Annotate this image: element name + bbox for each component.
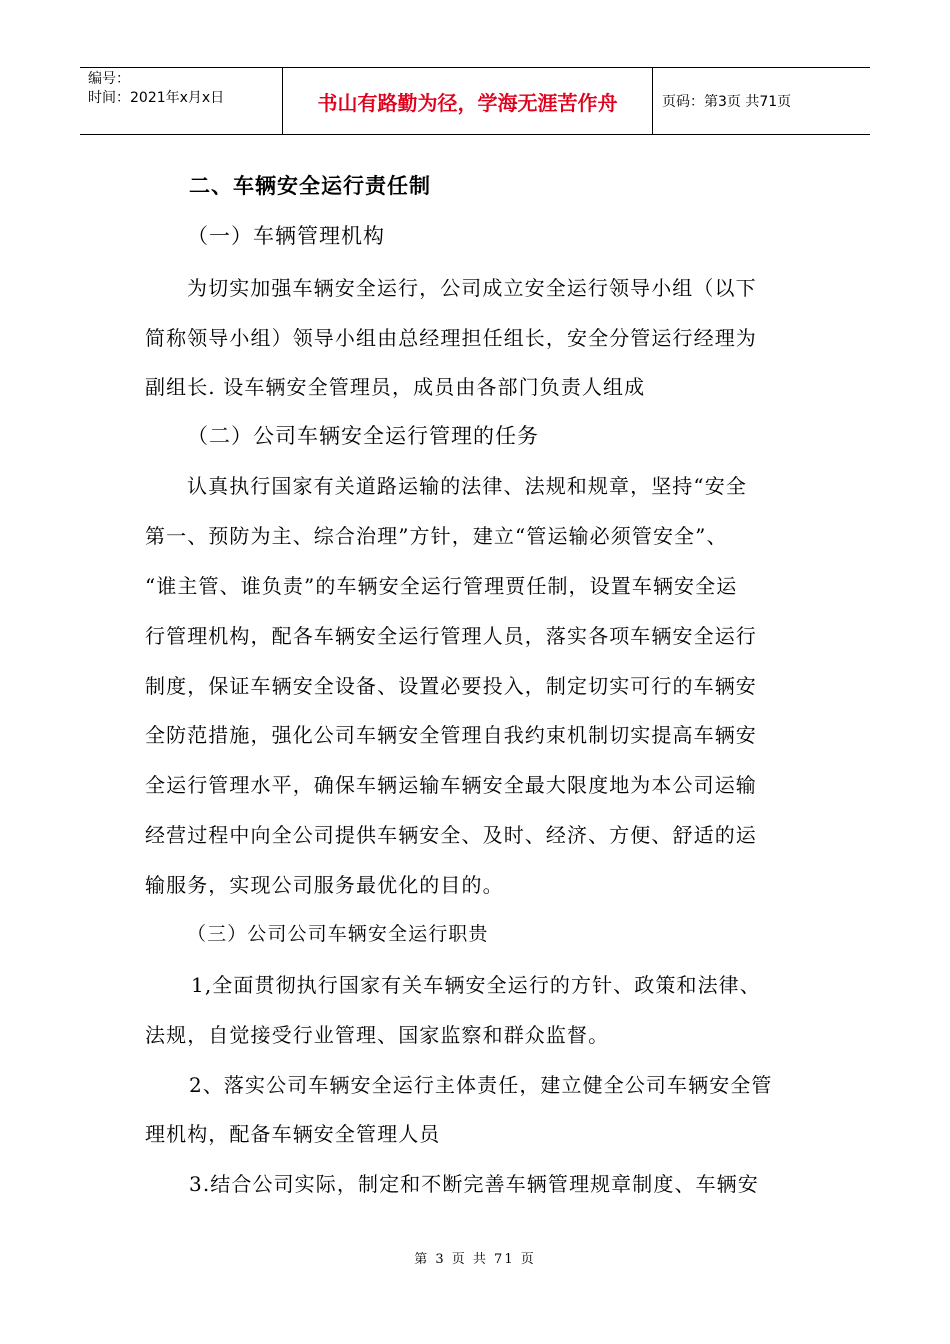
paragraph-line: 1,全面贯彻执行国家有关车辆安全运行的方针、政策和法律、 — [191, 973, 761, 997]
paragraph-line: 为切实加强车辆安全运行，公司成立安全运行领导小组（以下 — [187, 276, 757, 300]
paragraph-line: 输服务，实现公司服务最优化的目的。 — [145, 873, 504, 897]
paragraph-line: 3.结合公司实际，制定和不断完善车辆管理规章制度、车辆安 — [189, 1172, 759, 1196]
paragraph-line: 第一、预防为主、综合治理”方针，建立“管运输必须管安全”、 — [145, 524, 728, 548]
header-motto: 书山有路勤为径，学海无涯苦作舟 — [283, 68, 653, 134]
page-header — [80, 67, 870, 135]
paragraph-line: 副组长. 设车辆安全管理员，成员由各部门负责人组成 — [145, 375, 646, 399]
paragraph-line: 制度，保证车辆安全设备、设置必要投入，制定切实可行的车辆安 — [145, 674, 757, 698]
paragraph-line: 理机构，配备车辆安全管理人员 — [145, 1122, 441, 1146]
paragraph-line: 简称领导小组）领导小组由总经理担任组长，安全分管运行经理为 — [145, 326, 757, 350]
section-heading: 二、车辆安全运行责任制 — [189, 174, 431, 198]
time-label: 时间：2021年x月x日 — [88, 90, 225, 106]
paragraph-line: 全运行管理水平，确保车辆运输车辆安全最大限度地为本公司运输 — [145, 773, 757, 797]
subheading-3: （三）公司公司车辆安全运行职贵 — [187, 923, 489, 945]
page-footer: 第 3 页 共 71 页 — [414, 1252, 536, 1267]
paragraph-line: 认真执行国家有关道路运输的法律、法规和规章，坚持“安全 — [187, 474, 747, 498]
paragraph-line: 法规，自觉接受行业管理、国家监察和群众监督。 — [145, 1023, 610, 1047]
paragraph-line: 2、落实公司车辆安全运行主体责任，建立健全公司车辆安全管 — [189, 1073, 773, 1097]
subheading-2: （二）公司车辆安全运行管理的任务 — [187, 424, 539, 448]
paragraph-line: 行管理机构，配各车辆安全运行管理人员，落实各项车辆安全运行 — [145, 624, 757, 648]
header-meta — [80, 68, 283, 134]
number-label: 编号： — [88, 71, 130, 87]
paragraph-line: 经营过程中向全公司提供车辆安全、及时、经济、方便、舒适的运 — [145, 823, 757, 847]
paragraph-line: 全防范措施，强化公司车辆安全管理自我约束机制切实提高车辆安 — [145, 723, 757, 747]
header-page-code: 页码：第3页 共71页 — [662, 94, 792, 110]
paragraph-line: “谁主管、谁负责”的车辆安全运行管理贾任制，设置车辆安全运 — [145, 574, 738, 598]
subheading-1: （一）车辆管理机构 — [187, 224, 385, 248]
